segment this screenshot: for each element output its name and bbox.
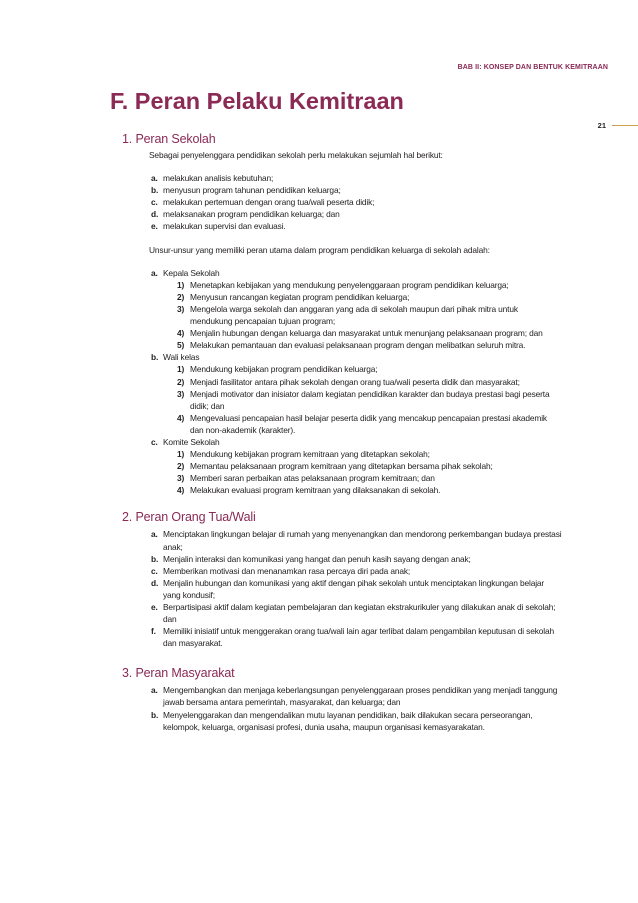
list-item	[151, 684, 562, 708]
role-duties	[163, 363, 562, 436]
list-marker: 3)	[177, 303, 185, 314]
list-item-text: Memberi saran perbaikan atas pelaksanaan program kemitraan; dan	[190, 473, 435, 484]
role-duties	[163, 448, 562, 496]
list-item	[163, 279, 562, 291]
list-item-text: Mendukung kebijakan program pendidikan keluarga;	[190, 364, 378, 375]
list-item-text: Menetapkan kebijakan yang mendukung penyelenggaraan program pendidikan keluarga;	[190, 279, 509, 290]
list-item-text: melakukan analisis kebutuhan;	[163, 173, 274, 184]
list-marker: 2)	[177, 291, 185, 302]
list-marker: c.	[151, 197, 158, 208]
list-marker: 3)	[177, 388, 185, 399]
list-marker: a.	[151, 529, 158, 540]
page-title: F. Peran Pelaku Kemitraan	[110, 88, 404, 114]
list-marker: b.	[151, 709, 159, 720]
section-heading-peran-sekolah: 1. Peran Sekolah	[122, 132, 216, 146]
list-marker: a.	[151, 173, 158, 184]
list-marker: 2)	[177, 376, 185, 387]
list-item	[151, 709, 562, 733]
running-header: BAB II: KONSEP DAN BENTUK KEMITRAAN	[457, 64, 608, 71]
list-item-text: Menjalin interaksi dan komunikasi yang hangat dan penuh kasih sayang dengan anak;	[163, 553, 471, 564]
list-marker: 4)	[177, 412, 185, 423]
list-marker: b.	[151, 553, 159, 564]
list-marker: a.	[151, 685, 158, 696]
list-item-text: Mengevaluasi pencapaian hasil belajar peserta didik yang mencakup pencapaian prestasi akademik dan non-akademik (karakter).	[190, 412, 547, 435]
list-item	[151, 577, 562, 601]
list-marker: 3)	[177, 473, 185, 484]
list-item-text: Melakukan evaluasi program kemitraan yang dilaksanakan di sekolah.	[190, 485, 441, 496]
list-item	[151, 528, 562, 552]
document-body	[122, 131, 562, 733]
list-item	[151, 208, 562, 220]
page-number: 21	[597, 121, 606, 130]
list-marker: d.	[151, 209, 159, 220]
list-item-text: Menyelenggarakan dan mengendalikan mutu layanan pendidikan, baik dilakukan secara perseorangan, kelompok, keluarga, organisasi profesi, dunia usaha, maupun organisasi kemasyarakatan.	[163, 709, 533, 732]
list-item	[163, 363, 562, 375]
list-item	[163, 303, 562, 327]
list-item-text: Melakukan pemantauan dan evaluasi pelaksanaan program dengan melibatkan seluruh mitra.	[190, 340, 526, 351]
list-marker: e.	[151, 221, 158, 232]
role-kepala-sekolah	[151, 267, 562, 352]
list-item-text: Mendukung kebijakan program kemitraan yang ditetapkan sekolah;	[190, 449, 430, 460]
list-item	[151, 601, 562, 625]
role-title: Wali kelas	[163, 352, 200, 363]
list-marker: a.	[151, 267, 158, 278]
list-marker: c.	[151, 436, 158, 447]
list-marker: 1)	[177, 279, 185, 290]
list-item-text: melakukan supervisi dan evaluasi.	[163, 221, 286, 232]
list-item-text: Mengelola warga sekolah dan anggaran yang ada di sekolah maupun dari pihak mitra untuk mendukung pencapaian tujuan program;	[190, 303, 518, 327]
list-marker: c.	[151, 565, 158, 576]
list-item-text: melakukan pertemuan dengan orang tua/wali peserta didik;	[163, 197, 375, 208]
role-komite-sekolah	[151, 436, 562, 496]
list-item	[163, 448, 562, 460]
list-marker: b.	[151, 185, 159, 196]
role-title: Komite Sekolah	[163, 436, 220, 447]
list-item-text: Menjadi motivator dan inisiator dalam kegiatan pendidikan karakter dan budaya prestasi bagi peserta didik; dan	[190, 388, 550, 411]
parent-role-list	[122, 528, 562, 649]
list-item	[163, 388, 562, 412]
list-item-text: menyusun program tahunan pendidikan keluarga;	[163, 185, 341, 196]
list-marker: 4)	[177, 328, 185, 339]
list-item-text: Berpartisipasi aktif dalam kegiatan pembelajaran dan kegiatan ekstrakurikuler yang dilakukan anak di sekolah; dan	[163, 602, 556, 625]
section-intro: Sebagai penyelenggara pendidikan sekolah perlu melakukan sejumlah hal berikut:	[149, 150, 443, 160]
list-item	[163, 412, 562, 436]
list-item-text: Menjalin hubungan dan komunikasi yang aktif dengan pihak sekolah untuk menciptakan lingkungan belajar yang kondusif;	[163, 577, 545, 600]
list-item	[151, 565, 562, 577]
task-list	[122, 172, 562, 232]
section-heading-peran-orang-tua: 2. Peran Orang Tua/Wali	[122, 510, 256, 525]
list-marker: b.	[151, 352, 159, 363]
list-marker: d.	[151, 577, 159, 588]
role-duties	[163, 279, 562, 352]
list-item-text: Memiliki inisiatif untuk menggerakan orang tua/wali lain agar terlibat dalam pengambilan keputusan di sekolah dan masyarakat.	[163, 626, 554, 649]
list-item	[163, 460, 562, 472]
list-item-text: melaksanakan program pendidikan keluarga; dan	[163, 209, 340, 220]
list-item	[151, 184, 562, 196]
list-item	[151, 553, 562, 565]
role-list	[122, 267, 562, 497]
list-item	[163, 291, 562, 303]
list-item	[151, 196, 562, 208]
list-marker: 1)	[177, 449, 185, 460]
role-wali-kelas	[151, 351, 562, 436]
community-role-list	[122, 684, 562, 732]
list-marker: 1)	[177, 364, 185, 375]
list-item	[163, 376, 562, 388]
list-item	[151, 172, 562, 184]
list-item	[163, 484, 562, 496]
list-item-text: Menjadi fasilitator antara pihak sekolah dengan orang tua/wali peserta didik dan masyarakat;	[190, 376, 520, 387]
list-item-text: Menjalin hubungan dengan keluarga dan masyarakat untuk menunjang pelaksanaan program; dan	[190, 328, 543, 339]
list-marker: 4)	[177, 485, 185, 496]
list-item	[163, 327, 562, 339]
list-marker: 2)	[177, 461, 185, 472]
list-marker: f.	[151, 626, 156, 637]
list-item-text: Memberikan motivasi dan menanamkan rasa percaya diri pada anak;	[163, 565, 411, 576]
list-item	[163, 339, 562, 351]
list-marker: 5)	[177, 340, 185, 351]
list-item-text: Menyusun rancangan kegiatan program pendidikan keluarga;	[190, 291, 410, 302]
list-item	[151, 625, 562, 649]
list-item-text: Mengembangkan dan menjaga keberlangsungan penyelenggaraan proses pendidikan yang menjadi tanggung jawab bersama antara pemerintah, masyarakat, dan keluarga; dan	[163, 685, 558, 708]
section-intro-roles: Unsur-unsur yang memiliki peran utama dalam program pendidikan keluarga di sekolah adalah:	[149, 244, 490, 255]
list-item-text: Memantau pelaksanaan program kemitraan yang ditetapkan bersama pihak sekolah;	[190, 461, 493, 472]
list-marker: e.	[151, 602, 158, 612]
section-heading-peran-masyarakat: 3. Peran Masyarakat	[122, 666, 235, 681]
list-item	[151, 220, 562, 232]
list-item-text: Menciptakan lingkungan belajar di rumah yang menyenangkan dan mendorong perkembangan budaya prestasi anak;	[163, 529, 562, 552]
list-item	[163, 472, 562, 484]
page-number-rule	[612, 125, 638, 126]
role-title: Kepala Sekolah	[163, 267, 220, 278]
